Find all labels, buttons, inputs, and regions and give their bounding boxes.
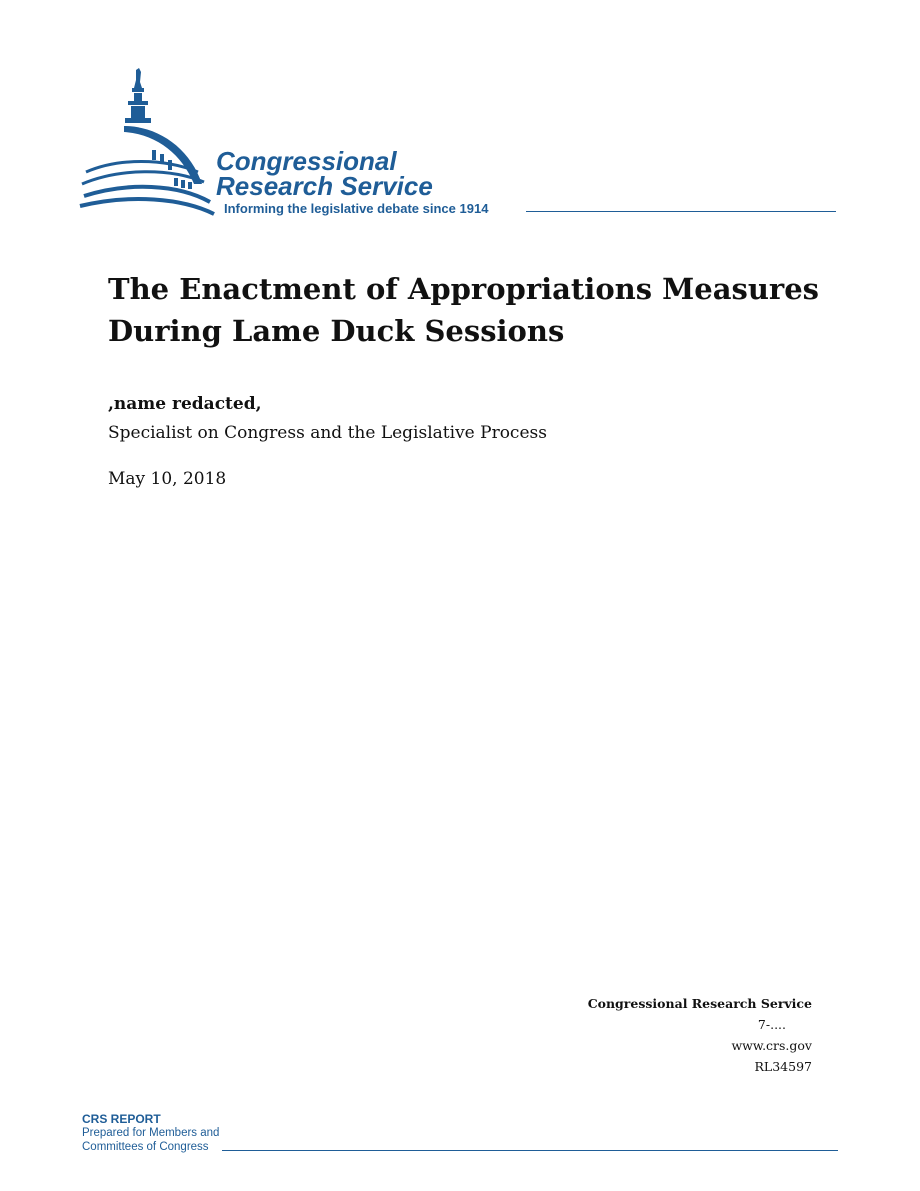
publisher-code: 7-....	[757, 1017, 786, 1032]
logo-tagline: Informing the legislative debate since 1914	[224, 201, 489, 216]
crs-report-footer	[82, 1112, 219, 1154]
crs-logo	[78, 66, 838, 226]
logo-divider	[526, 211, 836, 212]
logo-title-line2: Research Service	[216, 171, 433, 201]
footer-heading: CRS REPORT	[82, 1112, 161, 1126]
footer-divider	[222, 1150, 838, 1151]
report-number: RL34597	[754, 1059, 812, 1074]
publisher-name: Congressional Research Service	[587, 996, 812, 1011]
footer-line2: Committees of Congress	[82, 1141, 209, 1153]
publisher-website[interactable]: www.crs.gov	[731, 1038, 812, 1053]
report-date: May 10, 2018	[108, 469, 227, 489]
capitol-dome-icon	[78, 66, 218, 226]
publisher-block	[588, 993, 812, 1077]
author-role: Specialist on Congress and the Legislative Process	[108, 423, 547, 443]
report-title: The Enactment of Appropriations Measures During Lame Duck Sessions	[108, 272, 819, 348]
logo-title-line1: Congressional	[216, 146, 397, 176]
author-name: ,name redacted,	[108, 394, 262, 414]
footer-line1: Prepared for Members and	[82, 1127, 220, 1139]
